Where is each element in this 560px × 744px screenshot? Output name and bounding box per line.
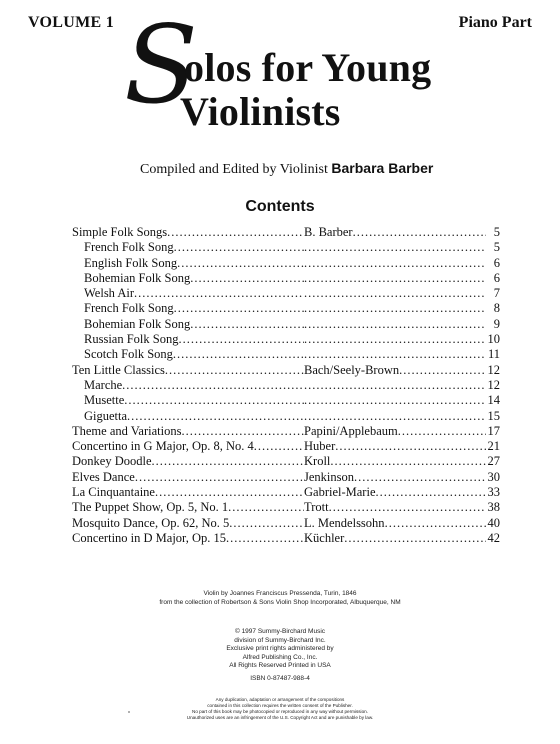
- dot-leader: [330, 454, 486, 469]
- toc-entry-page: 5: [493, 225, 500, 239]
- toc-entry-page: 21: [487, 439, 500, 454]
- dot-leader: [376, 485, 487, 500]
- toc-entry-title: Mosquito Dance, Op. 62, No. 5: [72, 515, 230, 530]
- toc-entry-page: 38: [487, 500, 500, 515]
- title-line-2: Violinists: [180, 89, 341, 134]
- part-label: Piano Part: [458, 14, 532, 31]
- toc-entry-page: 6: [493, 270, 500, 285]
- toc-entry-page: 27: [487, 454, 500, 469]
- toc-entry-title: Concertino in D Major, Op. 15: [72, 530, 226, 545]
- toc-title-column: [72, 363, 304, 378]
- compiled-prefix: Compiled and Edited by Violinist: [140, 162, 328, 177]
- toc-author-column: [304, 454, 500, 469]
- dot-leader: [304, 347, 486, 362]
- title-line-1: olos for Young: [184, 45, 432, 90]
- toc-entry-composer: Bach/Seely-Brown: [304, 362, 400, 377]
- toc-entry-page: 5: [493, 240, 500, 255]
- toc-entry-composer: Trott: [304, 500, 329, 515]
- toc-author-column: [304, 347, 500, 362]
- dot-leader: [329, 500, 486, 515]
- dot-leader: [344, 531, 486, 546]
- toc-title-column: [84, 271, 304, 286]
- copyright-line: All Rights Reserved Printed in USA: [229, 662, 331, 669]
- toc-entry-page: 8: [493, 301, 500, 316]
- copyright-line: © 1997 Summy-Birchard Music: [234, 628, 326, 635]
- dot-leader: [226, 531, 304, 546]
- dot-leader: [155, 485, 304, 500]
- toc-author-column: [304, 256, 500, 271]
- toc-entry: [72, 500, 500, 515]
- toc-author-column: [304, 500, 500, 515]
- toc-entry: [72, 347, 500, 362]
- toc-title-column: [72, 485, 304, 500]
- paper-speck: [128, 711, 130, 713]
- toc-entry-title: Welsh Air: [84, 286, 135, 301]
- toc-entry: [72, 409, 500, 424]
- toc-entry-title: Elves Dance: [72, 469, 135, 484]
- toc-entry: [72, 485, 500, 500]
- violin-credit: [0, 589, 560, 607]
- toc-entry-page: 10: [487, 332, 500, 347]
- toc-entry-title: Ten Little Classics: [72, 362, 165, 377]
- toc-entry: [72, 286, 500, 301]
- dot-leader: [304, 317, 486, 332]
- legal-line: Any duplication, adaptation or arrangement of the compositions: [215, 697, 345, 702]
- toc-author-column: [304, 439, 500, 454]
- toc-entry-page: 33: [487, 485, 500, 500]
- toc-author-column: [304, 301, 500, 316]
- toc-author-column: [304, 317, 500, 332]
- dot-leader: [304, 286, 486, 301]
- dot-leader: [135, 470, 304, 485]
- toc-author-column: [304, 531, 500, 546]
- dot-leader: [399, 363, 486, 378]
- toc-author-column: [304, 378, 500, 393]
- copyright-line: division of Summy-Birchard Inc.: [234, 636, 326, 644]
- toc-entry-title: Bohemian Folk Song: [84, 270, 191, 285]
- toc-entry: [72, 240, 500, 255]
- editor-name: Barbara Barber: [331, 160, 434, 176]
- toc-entry-page: 42: [487, 530, 500, 545]
- dot-leader: [304, 256, 486, 271]
- toc-title-column: [72, 516, 304, 531]
- credit-line: from the collection of Robertson & Sons Violin Shop Incorporated, Albuquerque, NM: [159, 599, 401, 606]
- toc-author-column: [304, 424, 500, 439]
- toc-entry-title: English Folk Song: [84, 255, 178, 270]
- toc-entry-title: Musette: [84, 393, 125, 408]
- legal-notice: [0, 697, 560, 721]
- toc-author-column: [304, 393, 500, 408]
- dot-leader: [173, 347, 304, 362]
- toc-entry-title: Concertino in G Major, Op. 8, No. 4: [72, 439, 254, 454]
- dot-leader: [190, 271, 304, 286]
- toc-entry: [72, 424, 500, 439]
- toc-author-column: [304, 363, 500, 378]
- toc-entry-title: Russian Folk Song: [84, 332, 179, 347]
- dot-leader: [304, 301, 486, 316]
- toc-entry-composer: Gabriel-Marie: [304, 485, 376, 500]
- dot-leader: [152, 454, 305, 469]
- toc-title-column: [84, 347, 304, 362]
- contents-heading: Contents: [245, 198, 315, 215]
- toc-author-column: [304, 516, 500, 531]
- toc-entry: [72, 256, 500, 271]
- dot-leader: [304, 271, 486, 286]
- dot-leader: [353, 225, 486, 240]
- toc-entry-title: Marche: [84, 377, 123, 392]
- dot-leader: [167, 225, 304, 240]
- toc-entry-page: 17: [487, 423, 500, 438]
- dot-leader: [354, 470, 486, 485]
- toc-entry-page: 15: [487, 408, 500, 423]
- toc-entry: [72, 271, 500, 286]
- toc-entry-composer: L. Mendelssohn: [304, 515, 385, 530]
- toc-author-column: [304, 332, 500, 347]
- dot-leader: [177, 256, 304, 271]
- toc-entry: [72, 363, 500, 378]
- toc-title-column: [84, 317, 304, 332]
- dot-leader: [190, 317, 304, 332]
- title-initial-s: S: [124, 3, 198, 128]
- copyright-line: Exclusive print rights administered by: [226, 645, 334, 652]
- toc-entry-title: Simple Folk Songs: [72, 225, 168, 239]
- toc-entry: [72, 332, 500, 347]
- toc-entry-page: 14: [487, 393, 500, 408]
- dot-leader: [304, 409, 486, 424]
- dot-leader: [229, 516, 304, 531]
- dot-leader: [174, 301, 304, 316]
- toc-title-column: [72, 424, 304, 439]
- toc-entry-page: 12: [487, 377, 500, 392]
- dot-leader: [174, 240, 304, 255]
- isbn: ISBN 0-87487-988-4: [250, 675, 310, 682]
- toc-entry: [72, 225, 500, 240]
- legal-line: contained in this collection requires the written consent of the Publisher.: [207, 703, 353, 708]
- toc-author-column: [304, 409, 500, 424]
- toc-entry-title: French Folk Song: [84, 301, 174, 316]
- toc-entry: [72, 378, 500, 393]
- dot-leader: [304, 332, 486, 347]
- toc-entry: [72, 393, 500, 408]
- toc-entry-title: Scotch Folk Song: [84, 347, 173, 362]
- toc-title-column: [72, 439, 304, 454]
- toc-title-column: [84, 393, 304, 408]
- toc-entry-page: 9: [493, 316, 500, 331]
- dot-leader: [228, 500, 304, 515]
- toc-entry-composer: Jenkinson: [304, 469, 354, 484]
- toc-title-column: [84, 332, 304, 347]
- toc-entry-composer: B. Barber: [304, 225, 353, 239]
- copyright-block: [0, 628, 560, 671]
- dot-leader: [178, 332, 304, 347]
- toc-entry-page: 12: [487, 362, 500, 377]
- toc-title-column: [84, 256, 304, 271]
- toc-title-column: [72, 531, 304, 546]
- dot-leader: [127, 409, 304, 424]
- toc-entry-title: French Folk Song: [84, 240, 174, 255]
- toc-title-column: [84, 240, 304, 255]
- table-of-contents: [72, 225, 500, 546]
- toc-author-column: [304, 485, 500, 500]
- toc-entry-page: 6: [493, 255, 500, 270]
- toc-entry-page: 7: [493, 286, 500, 301]
- dot-leader: [304, 378, 486, 393]
- dot-leader: [304, 240, 486, 255]
- toc-entry: [72, 317, 500, 332]
- toc-entry-title: The Puppet Show, Op. 5, No. 1: [72, 500, 229, 515]
- dot-leader: [385, 516, 486, 531]
- toc-author-column: [304, 271, 500, 286]
- volume-label: VOLUME 1: [28, 14, 115, 31]
- toc-entry: [72, 454, 500, 469]
- legal-line: Unauthorized uses are an infringement of the U.S. Copyright Act and are punishable by law.: [186, 715, 374, 720]
- toc-title-column: [72, 470, 304, 485]
- toc-entry-composer: Küchler: [304, 530, 345, 545]
- toc-entry-composer: Kroll: [304, 454, 331, 469]
- dot-leader: [335, 439, 486, 454]
- toc-title-column: [84, 409, 304, 424]
- toc-entry-title: Theme and Variations: [72, 423, 182, 438]
- dot-leader: [122, 378, 304, 393]
- toc-author-column: [304, 286, 500, 301]
- toc-entry-composer: Papini/Applebaum: [304, 423, 398, 438]
- toc-title-column: [84, 286, 304, 301]
- toc-title-column: [84, 301, 304, 316]
- dot-leader: [124, 393, 304, 408]
- dot-leader: [181, 424, 304, 439]
- toc-entry: [72, 439, 500, 454]
- dot-leader: [398, 424, 486, 439]
- toc-entry: [72, 301, 500, 316]
- compiled-by-line: [140, 160, 433, 178]
- toc-entry-title: Giguetta: [84, 408, 128, 423]
- dot-leader: [304, 393, 486, 408]
- toc-title-column: [84, 378, 304, 393]
- copyright-line: Alfred Publishing Co., Inc.: [242, 653, 318, 661]
- toc-entry: [72, 470, 500, 485]
- toc-entry-page: 11: [487, 347, 500, 362]
- toc-title-column: [72, 500, 304, 515]
- dot-leader: [134, 286, 304, 301]
- toc-entry: [72, 516, 500, 531]
- toc-title-column: [72, 225, 304, 240]
- toc-author-column: [304, 470, 500, 485]
- toc-entry: [72, 531, 500, 546]
- toc-entry-title: La Cinquantaine: [72, 485, 155, 500]
- toc-author-column: [304, 225, 500, 240]
- credit-line: Violin by Joannes Franciscus Pressenda, Turin, 1846: [203, 590, 357, 597]
- toc-title-column: [72, 454, 304, 469]
- dot-leader: [165, 363, 304, 378]
- toc-entry-composer: Huber: [304, 439, 336, 454]
- toc-author-column: [304, 240, 500, 255]
- dot-leader: [254, 439, 304, 454]
- toc-entry-title: Donkey Doodle: [72, 454, 152, 469]
- toc-entry-page: 40: [487, 515, 500, 530]
- toc-entry-page: 30: [487, 469, 500, 484]
- toc-entry-title: Bohemian Folk Song: [84, 316, 191, 331]
- legal-line: No part of this book may be photocopied or reproduced in any way without permission.: [192, 709, 368, 714]
